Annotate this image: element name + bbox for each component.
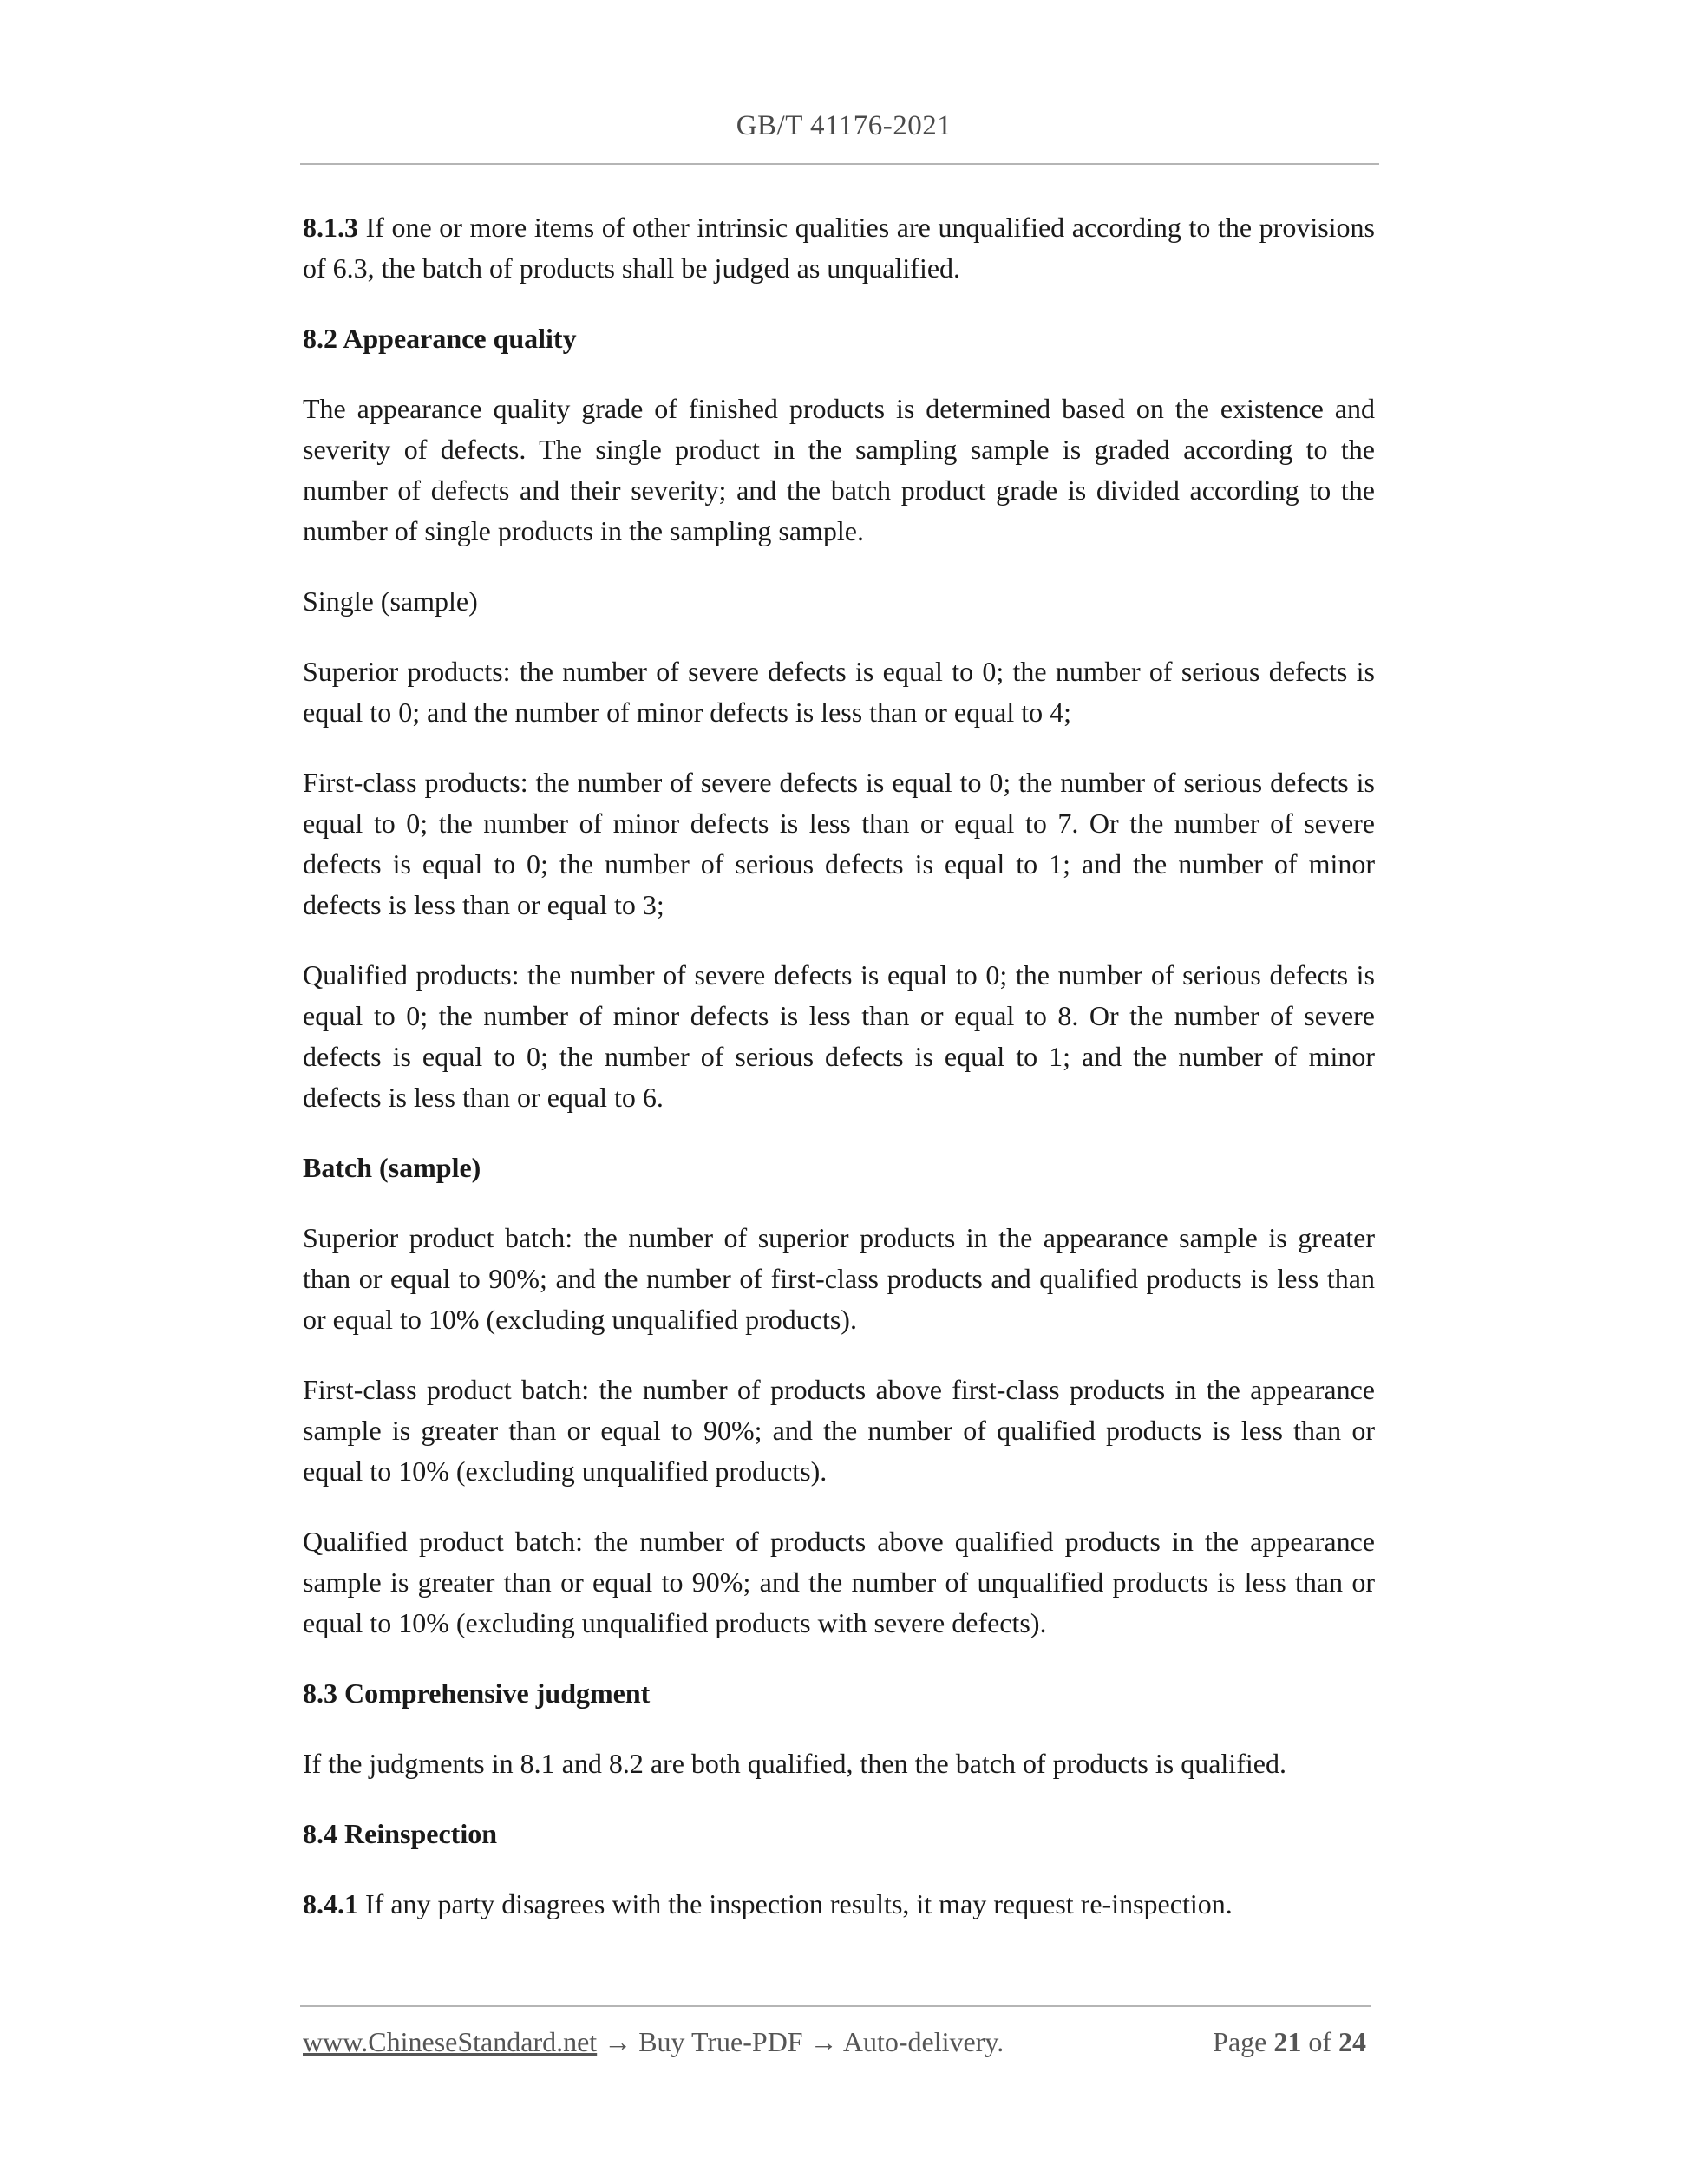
label-single-sample: Single (sample) xyxy=(303,585,478,617)
paragraph-single-first-class: First-class products: the number of severe defects is equal to 0; the number of serious defects is equal to 0; the number of minor defects is less than or equal to 7. Or the number of severe defects is equal to 0; the number of serious defects is equal to 1; and the number of minor defects is less than or equal to 3; xyxy=(303,767,1375,920)
clause-number: 8.1.3 xyxy=(303,212,358,243)
page-label: Page xyxy=(1213,2026,1274,2057)
clause-text: If one or more items of other intrinsic qualities are unqualified according to the provisions of 6.3, the batch of products shall be judged as unqualified. xyxy=(303,212,1375,284)
paragraph-single-superior: Superior products: the number of severe defects is equal to 0; the number of serious defects is equal to 0; and the number of minor defects is less than or equal to 4; xyxy=(303,656,1375,728)
heading-8-3: 8.3 Comprehensive judgment xyxy=(303,1677,651,1709)
footer-tagline: → Buy True-PDF → Auto-delivery. xyxy=(597,2026,1004,2057)
paragraph-comprehensive-judgment: If the judgments in 8.1 and 8.2 are both qualified, then the batch of products is qualified. xyxy=(303,1748,1286,1779)
heading-8-4: 8.4 Reinspection xyxy=(303,1818,497,1849)
paragraph-single-qualified: Qualified products: the number of severe defects is equal to 0; the number of serious defects is equal to 0; the number of minor defects is less than or equal to 8. Or the number of severe defects is equal to 0; the number of serious defects is equal to 1; and the number of minor defects is less than or equal to 6. xyxy=(303,959,1375,1113)
website-link[interactable]: www.ChineseStandard.net xyxy=(303,2026,598,2057)
document-header-title: GB/T 41176-2021 xyxy=(736,110,952,141)
page-total: 24 xyxy=(1338,2026,1366,2057)
clause-8-1-3 xyxy=(303,207,1375,289)
page-of-label: of xyxy=(1301,2026,1338,2057)
document-body xyxy=(303,207,1375,1954)
page-footer xyxy=(303,2026,1366,2058)
label-batch-sample: Batch (sample) xyxy=(303,1152,481,1183)
heading-8-2: 8.2 Appearance quality xyxy=(303,323,577,354)
clause-8-4-1 xyxy=(303,1884,1375,1925)
clause-text: If any party disagrees with the inspection results, it may request re-inspection. xyxy=(358,1888,1233,1919)
page-indicator xyxy=(1213,2026,1366,2058)
paragraph-appearance-intro: The appearance quality grade of finished products is determined based on the existence and severity of defects. The single product in the sampling sample is graded according to the number of defects and their severity; and the batch product grade is divided according to the number of single products in the sampling sample. xyxy=(303,393,1375,546)
paragraph-batch-first-class: First-class product batch: the number of products above first-class products in the appearance sample is greater than or equal to 90%; and the number of qualified products is less than or equal to 10% (excluding unqualified products). xyxy=(303,1374,1375,1487)
footer-divider xyxy=(300,2005,1371,2007)
paragraph-batch-superior: Superior product batch: the number of superior products in the appearance sample is greater than or equal to 90%; and the number of first-class products and qualified products is less than or equal to 10% (excluding unqualified products). xyxy=(303,1222,1375,1335)
header-divider xyxy=(300,163,1379,165)
paragraph-batch-qualified: Qualified product batch: the number of products above qualified products in the appearance sample is greater than or equal to 90%; and the number of unqualified products is less than or equal to 10% (excluding unqualified products with severe defects). xyxy=(303,1526,1375,1638)
page-current: 21 xyxy=(1273,2026,1302,2057)
footer-promo xyxy=(303,2026,1004,2058)
clause-number: 8.4.1 xyxy=(303,1888,358,1919)
